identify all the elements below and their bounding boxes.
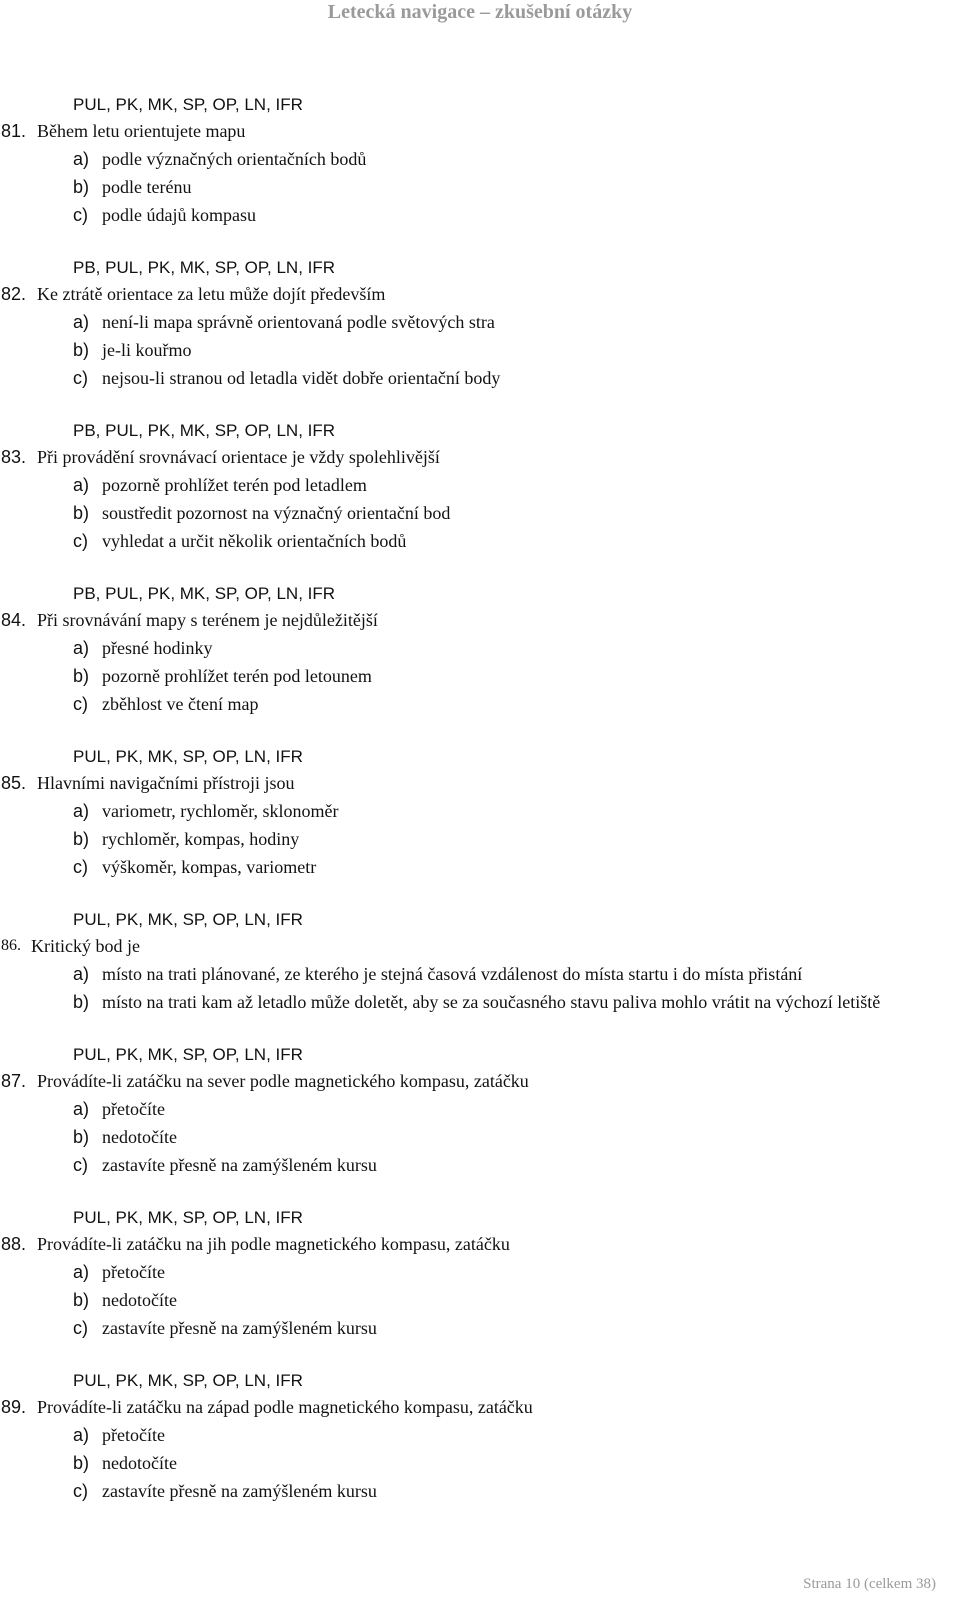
answer-letter: a) [73,1425,90,1445]
answer-letter: b) [73,1453,90,1473]
answer-letter: c) [73,1155,88,1175]
question-84 [0,582,960,718]
answer-c [0,527,960,555]
answer-letter: c) [73,531,88,551]
answer-b [0,662,960,690]
answer-text: místo na trati kam až letadlo může doletět, aby se za současného stavu paliva mohlo vrátit na výchozí letiště [102,992,881,1012]
answer-text: výškoměr, kompas, variometr [102,857,317,877]
answer-letter: c) [73,1481,88,1501]
question-line [0,606,960,634]
answer-letter: b) [73,503,90,523]
question-number: 82. [1,284,27,304]
answer-b [0,173,960,201]
answer-b [0,336,960,364]
question-number: 86. [1,937,21,954]
answer-a [0,797,960,825]
question-number: 83. [1,447,27,467]
question-text: Během letu orientujete mapu [37,121,246,141]
answer-b [0,988,960,1016]
question-tags: PUL, PK, MK, SP, OP, LN, IFR [73,1045,303,1064]
answer-text: pozorně prohlížet terén pod letounem [102,666,372,686]
answer-a [0,471,960,499]
question-number: 89. [1,1397,27,1417]
answer-text: nejsou-li stranou od letadla vidět dobře orientační body [102,368,501,388]
answer-a [0,1258,960,1286]
question-88 [0,1206,960,1342]
answer-text: není-li mapa správně orientovaná podle světových stra [102,312,495,332]
question-tags: PUL, PK, MK, SP, OP, LN, IFR [73,95,303,114]
question-number: 84. [1,610,27,630]
answer-letter: a) [73,1099,90,1119]
answer-b [0,499,960,527]
answer-a [0,145,960,173]
question-82 [0,256,960,392]
answer-text: nedotočíte [102,1127,177,1147]
question-89 [0,1369,960,1505]
answer-letter: a) [73,1262,90,1282]
answer-letter: b) [73,666,90,686]
answer-letter: b) [73,1290,90,1310]
page-number: Strana 10 (celkem 38) [803,1576,936,1592]
answer-letter: a) [73,964,90,984]
question-line [0,1067,960,1095]
question-text: Provádíte-li zatáčku na západ podle magnetického kompasu, zatáčku [37,1397,533,1417]
answer-text: zastavíte přesně na zamýšleném kursu [102,1155,377,1175]
answer-text: vyhledat a určit několik orientačních bodů [102,531,407,551]
answer-text: rychloměr, kompas, hodiny [102,829,300,849]
answer-letter: a) [73,475,90,495]
question-86 [0,908,960,1016]
question-number: 87. [1,1071,27,1091]
answer-letter: c) [73,857,88,877]
answer-letter: a) [73,312,90,332]
answer-text: pozorně prohlížet terén pod letadlem [102,475,367,495]
answer-text: přetočíte [102,1262,165,1282]
answer-text: zběhlost ve čtení map [102,694,259,714]
answer-text: podle význačných orientačních bodů [102,149,367,169]
question-85 [0,745,960,881]
answer-letter: a) [73,149,90,169]
answer-text: přesné hodinky [102,638,213,658]
question-list [0,93,960,1532]
answer-a [0,1095,960,1123]
answer-letter: c) [73,368,88,388]
question-text: Při srovnávání mapy s terénem je nejdůležitější [37,610,378,630]
answer-text: zastavíte přesně na zamýšleném kursu [102,1481,377,1501]
question-83 [0,419,960,555]
question-81 [0,93,960,229]
question-number: 81. [1,121,27,141]
answer-text: variometr, rychloměr, sklonoměr [102,801,339,821]
answer-c [0,1151,960,1179]
answer-b [0,1123,960,1151]
page-header: Letecká navigace – zkušební otázky [327,1,633,23]
question-text: Při provádění srovnávací orientace je vždy spolehlivější [37,447,440,467]
question-tags: PUL, PK, MK, SP, OP, LN, IFR [73,1371,303,1390]
question-tags: PB, PUL, PK, MK, SP, OP, LN, IFR [73,584,336,603]
answer-letter: b) [73,340,90,360]
answer-c [0,690,960,718]
question-text: Provádíte-li zatáčku na jih podle magnetického kompasu, zatáčku [37,1234,510,1254]
answer-b [0,1449,960,1477]
question-line [0,117,960,145]
question-tags: PB, PUL, PK, MK, SP, OP, LN, IFR [73,421,336,440]
answer-c [0,853,960,881]
question-line [0,932,960,960]
answer-c [0,1314,960,1342]
question-line [0,1393,960,1421]
answer-c [0,364,960,392]
answer-text: podle údajů kompasu [102,205,256,225]
answer-a [0,960,960,988]
question-line [0,1230,960,1258]
answer-text: podle terénu [102,177,192,197]
answer-letter: a) [73,801,90,821]
answer-text: zastavíte přesně na zamýšleném kursu [102,1318,377,1338]
answer-letter: c) [73,1318,88,1338]
answer-c [0,201,960,229]
answer-letter: b) [73,992,90,1012]
question-tags: PUL, PK, MK, SP, OP, LN, IFR [73,1208,303,1227]
question-text: Kritický bod je [31,936,140,956]
question-tags: PUL, PK, MK, SP, OP, LN, IFR [73,910,303,929]
answer-letter: c) [73,694,88,714]
answer-text: místo na trati plánované, ze kterého je stejná časová vzdálenost do místa startu i do místa přistání [102,964,803,984]
question-number: 85. [1,773,27,793]
answer-b [0,1286,960,1314]
answer-text: je-li kouřmo [102,340,192,360]
question-text: Hlavními navigačními přístroji jsou [37,773,295,793]
question-line [0,769,960,797]
answer-letter: b) [73,177,90,197]
answer-text: nedotočíte [102,1290,177,1310]
answer-letter: b) [73,829,90,849]
answer-a [0,308,960,336]
answer-text: přetočíte [102,1099,165,1119]
question-87 [0,1043,960,1179]
question-text: Ke ztrátě orientace za letu může dojít především [37,284,386,304]
answer-b [0,825,960,853]
answer-letter: b) [73,1127,90,1147]
answer-text: přetočíte [102,1425,165,1445]
answer-letter: c) [73,205,88,225]
question-text: Provádíte-li zatáčku na sever podle magnetického kompasu, zatáčku [37,1071,529,1091]
answer-text: nedotočíte [102,1453,177,1473]
answer-c [0,1477,960,1505]
answer-a [0,1421,960,1449]
question-line [0,280,960,308]
answer-text: soustředit pozornost na význačný orientační bod [102,503,451,523]
question-number: 88. [1,1234,27,1254]
question-tags: PB, PUL, PK, MK, SP, OP, LN, IFR [73,258,336,277]
question-tags: PUL, PK, MK, SP, OP, LN, IFR [73,747,303,766]
answer-a [0,634,960,662]
answer-letter: a) [73,638,90,658]
question-line [0,443,960,471]
